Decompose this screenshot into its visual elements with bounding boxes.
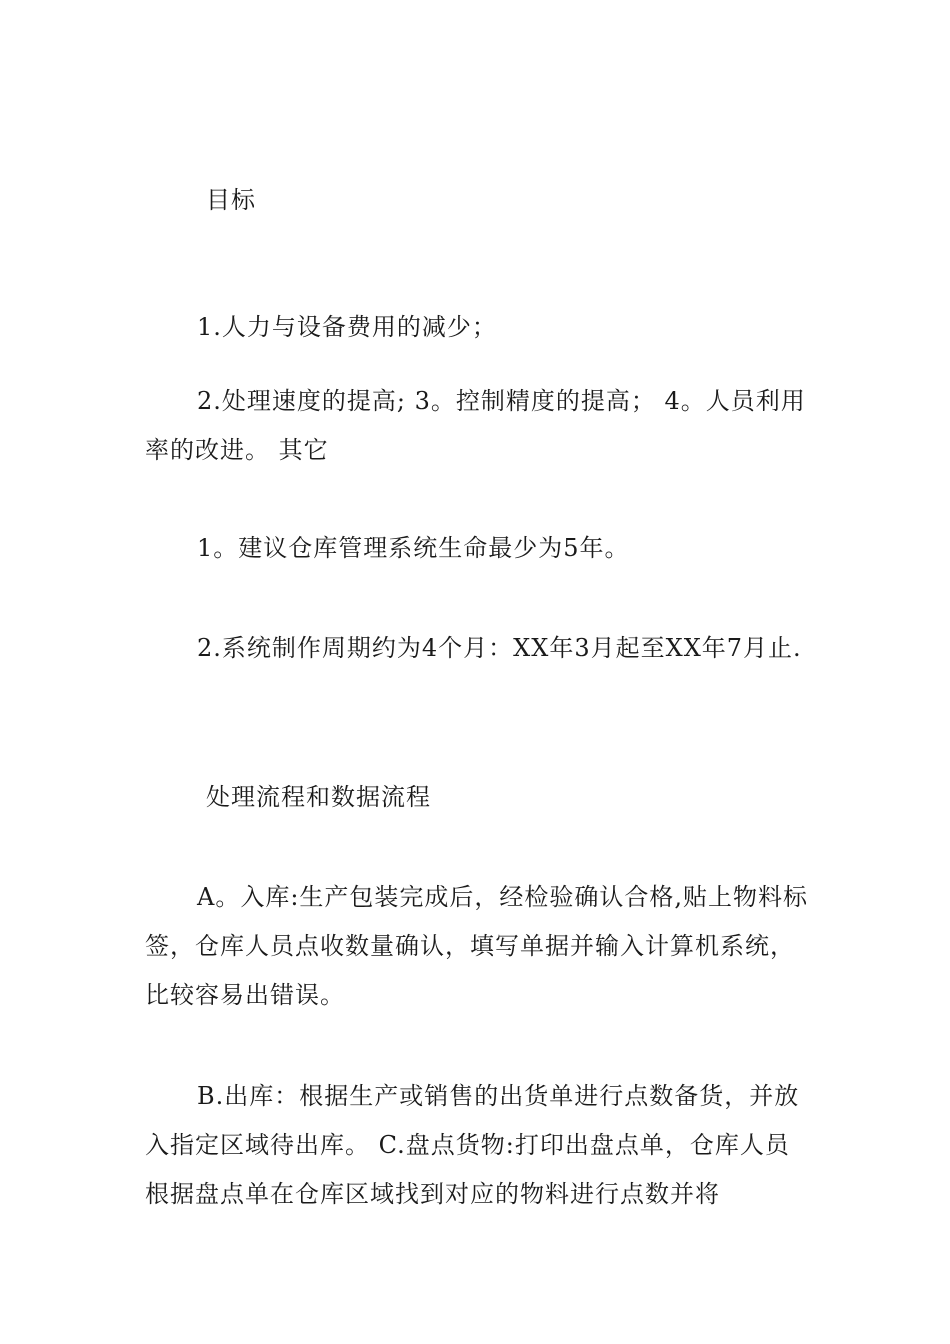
goal-item-2: 2.处理速度的提高; 3。控制精度的提高； 4。人员利用率的改进。 其它 xyxy=(145,387,806,464)
flow-paragraph-a: A。入库:生产包装完成后，经检验确认合格,贴上物料标签，仓库人员点收数量确认，填写单据并输入计算机系统，比较容易出错误。 xyxy=(145,883,809,1009)
goal-item-1: 1.人力与设备费用的减少； xyxy=(197,313,497,341)
heading-flow: 处理流程和数据流程 xyxy=(206,783,431,811)
other-item-1: 1。建议仓库管理系统生命最少为5年。 xyxy=(197,534,630,562)
heading-goal: 目标 xyxy=(206,186,256,214)
flow-paragraph-bc: B.出库：根据生产或销售的出货单进行点数备货，并放入指定区域待出库。 C.盘点货物:打印出盘点单，仓库人员根据盘点单在仓库区域找到对应的物料进行点数并将 xyxy=(145,1082,800,1208)
other-item-2: 2.系统制作周期约为4个月：XX年3月起至XX年7月止. xyxy=(197,634,802,662)
